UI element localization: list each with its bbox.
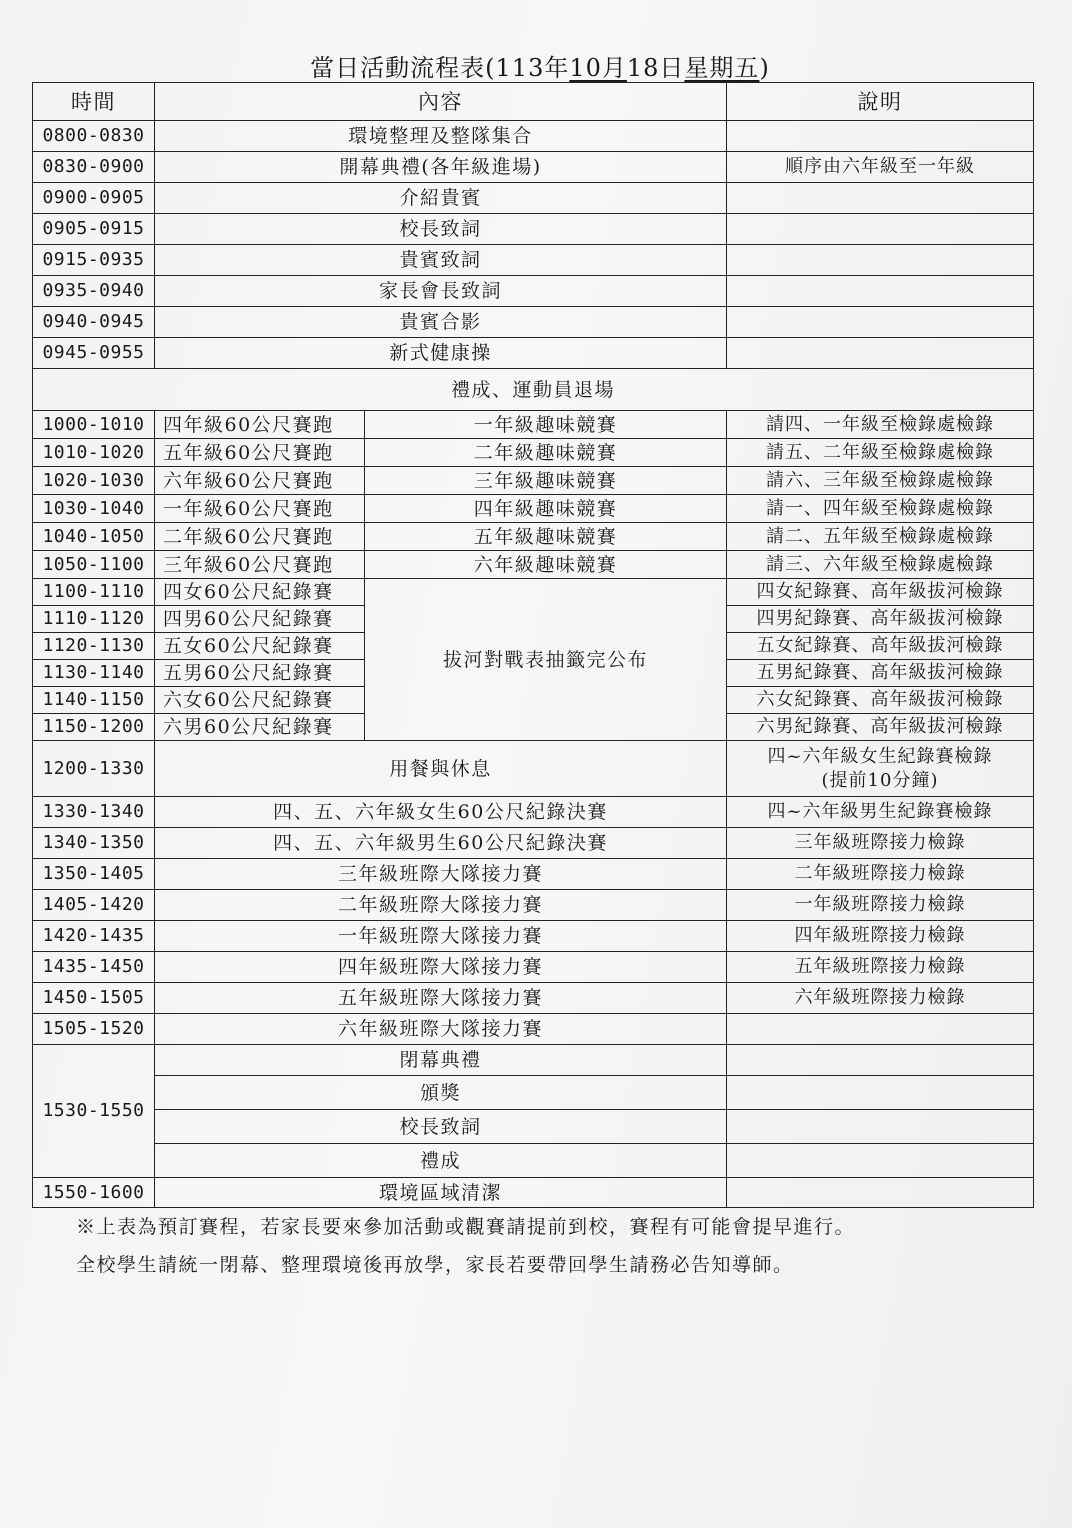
note-cell (727, 276, 1034, 307)
record-race-cell: 四男60公尺紀錄賽 (155, 606, 365, 633)
table-row (33, 467, 1034, 495)
time-cell: 0800-0830 (33, 121, 155, 152)
time-cell: 1405-1420 (33, 890, 155, 921)
race-cell: 三年級60公尺賽跑 (155, 551, 365, 579)
content-cell: 用餐與休息 (155, 741, 727, 797)
table-row (33, 121, 1034, 152)
table-row (33, 338, 1034, 369)
table-row (33, 797, 1034, 828)
note-cell: 四男紀錄賽、高年級拔河檢錄 (727, 606, 1034, 633)
header-time: 時間 (33, 83, 155, 121)
table-row (33, 245, 1034, 276)
lunch-row (33, 741, 1034, 797)
note-line: 四~六年級女生紀錄賽檢錄 (767, 745, 993, 767)
tug-of-war-cell: 拔河對戰表抽籤完公布 (365, 579, 727, 741)
time-cell: 1010-1020 (33, 439, 155, 467)
content-cell: 五年級班際大隊接力賽 (155, 983, 727, 1014)
note-cell (727, 183, 1034, 214)
table-row (33, 828, 1034, 859)
time-cell: 1435-1450 (33, 952, 155, 983)
athletes-exit-cell: 禮成、運動員退場 (33, 369, 1034, 411)
ceremony-row (33, 1110, 1034, 1144)
fun-game-cell: 五年級趣味競賽 (365, 523, 727, 551)
note-cell (727, 1144, 1034, 1178)
table-row (33, 551, 1034, 579)
table-row (33, 921, 1034, 952)
fun-game-cell: 六年級趣味競賽 (365, 551, 727, 579)
title-day: 18日 (626, 54, 685, 82)
table-row (33, 411, 1034, 439)
time-cell: 1120-1130 (33, 633, 155, 660)
content-cell: 一年級班際大隊接力賽 (155, 921, 727, 952)
record-race-cell: 四女60公尺紀錄賽 (155, 579, 365, 606)
record-race-cell: 六男60公尺紀錄賽 (155, 714, 365, 741)
table-row (33, 1014, 1034, 1045)
fun-game-cell: 一年級趣味競賽 (365, 411, 727, 439)
table-row (33, 952, 1034, 983)
note-cell (727, 1014, 1034, 1045)
content-cell: 四、五、六年級男生60公尺紀錄決賽 (155, 828, 727, 859)
time-cell: 1110-1120 (33, 606, 155, 633)
content-cell: 三年級班際大隊接力賽 (155, 859, 727, 890)
time-cell: 1330-1340 (33, 797, 155, 828)
ceremony-item: 禮成 (155, 1144, 727, 1178)
content-cell: 貴賓致詞 (155, 245, 727, 276)
footnote-dismissal: 全校學生請統一閉幕、整理環境後再放學，家長若要帶回學生請務必告知導師。 (76, 1254, 794, 1276)
schedule-table (32, 82, 1034, 1208)
note-cell (727, 1110, 1034, 1144)
table-row (33, 495, 1034, 523)
note-cell (727, 307, 1034, 338)
race-cell: 二年級60公尺賽跑 (155, 523, 365, 551)
content-cell: 貴賓合影 (155, 307, 727, 338)
time-cell: 0945-0955 (33, 338, 155, 369)
header-note: 說明 (727, 83, 1034, 121)
table-row (33, 276, 1034, 307)
note-cell: 四~六年級男生紀錄賽檢錄 (727, 797, 1034, 828)
note-cell: 請四、一年級至檢錄處檢錄 (727, 411, 1034, 439)
content-cell: 二年級班際大隊接力賽 (155, 890, 727, 921)
note-cell (727, 214, 1034, 245)
record-race-cell: 六女60公尺紀錄賽 (155, 687, 365, 714)
note-cell: 五年級班際接力檢錄 (727, 952, 1034, 983)
table-row (33, 439, 1034, 467)
note-cell (727, 338, 1034, 369)
title-prefix: 當日活動流程表(113年 (310, 54, 570, 82)
note-cell: 六年級班際接力檢錄 (727, 983, 1034, 1014)
note-cell: 請二、五年級至檢錄處檢錄 (727, 523, 1034, 551)
content-cell: 家長會長致詞 (155, 276, 727, 307)
time-cell: 1530-1550 (33, 1045, 155, 1178)
time-cell: 1020-1030 (33, 467, 155, 495)
note-cell: 六男紀錄賽、高年級拔河檢錄 (727, 714, 1034, 741)
ceremony-row (33, 1144, 1034, 1178)
time-cell: 1420-1435 (33, 921, 155, 952)
title-weekday: 星期五 (684, 54, 760, 82)
content-cell: 新式健康操 (155, 338, 727, 369)
time-cell: 1140-1150 (33, 687, 155, 714)
ceremony-row (33, 1045, 1034, 1076)
note-line: (提前10分鐘) (821, 769, 939, 791)
table-row (33, 579, 1034, 606)
header-row (33, 83, 1034, 121)
note-cell: 請三、六年級至檢錄處檢錄 (727, 551, 1034, 579)
fun-game-cell: 二年級趣味競賽 (365, 439, 727, 467)
content-cell: 開幕典禮(各年級進場) (155, 152, 727, 183)
record-race-cell: 五男60公尺紀錄賽 (155, 660, 365, 687)
note-cell (727, 245, 1034, 276)
content-cell: 四、五、六年級女生60公尺紀錄決賽 (155, 797, 727, 828)
time-cell: 1450-1505 (33, 983, 155, 1014)
table-row (33, 152, 1034, 183)
time-cell: 1340-1350 (33, 828, 155, 859)
note-cell (727, 1045, 1034, 1076)
note-cell: 二年級班際接力檢錄 (727, 859, 1034, 890)
note-cell: 請六、三年級至檢錄處檢錄 (727, 467, 1034, 495)
time-cell: 1100-1110 (33, 579, 155, 606)
footnote-schedule: ※上表為預訂賽程，若家長要來參加活動或觀賽請提前到校，賽程有可能會提早進行。 (76, 1216, 856, 1238)
race-cell: 五年級60公尺賽跑 (155, 439, 365, 467)
ceremony-item: 頒獎 (155, 1076, 727, 1110)
time-cell: 1200-1330 (33, 741, 155, 797)
note-cell: 三年級班際接力檢錄 (727, 828, 1034, 859)
page-title (160, 52, 920, 84)
table-row (33, 983, 1034, 1014)
time-cell: 0830-0900 (33, 152, 155, 183)
time-cell: 1050-1100 (33, 551, 155, 579)
table-row (33, 214, 1034, 245)
table-row (33, 307, 1034, 338)
time-cell: 1000-1010 (33, 411, 155, 439)
time-cell: 0940-0945 (33, 307, 155, 338)
note-cell (727, 121, 1034, 152)
ceremony-item: 閉幕典禮 (155, 1045, 727, 1076)
table-row (33, 859, 1034, 890)
time-cell: 1550-1600 (33, 1178, 155, 1208)
ceremony-row (33, 1076, 1034, 1110)
fun-game-cell: 四年級趣味競賽 (365, 495, 727, 523)
closing-ceremony-row (33, 369, 1034, 411)
table-row (33, 183, 1034, 214)
title-month: 10月 (569, 54, 627, 82)
note-cell (727, 1076, 1034, 1110)
content-cell: 環境整理及整隊集合 (155, 121, 727, 152)
note-cell (727, 1178, 1034, 1208)
content-cell: 環境區域清潔 (155, 1178, 727, 1208)
note-cell: 六女紀錄賽、高年級拔河檢錄 (727, 687, 1034, 714)
note-cell: 請一、四年級至檢錄處檢錄 (727, 495, 1034, 523)
time-cell: 1350-1405 (33, 859, 155, 890)
ceremony-item: 校長致詞 (155, 1110, 727, 1144)
note-cell: 五男紀錄賽、高年級拔河檢錄 (727, 660, 1034, 687)
note-cell: 順序由六年級至一年級 (727, 152, 1034, 183)
time-cell: 0905-0915 (33, 214, 155, 245)
race-cell: 六年級60公尺賽跑 (155, 467, 365, 495)
time-cell: 1030-1040 (33, 495, 155, 523)
note-cell (727, 741, 1034, 797)
note-cell: 五女紀錄賽、高年級拔河檢錄 (727, 633, 1034, 660)
content-cell: 六年級班際大隊接力賽 (155, 1014, 727, 1045)
time-cell: 1505-1520 (33, 1014, 155, 1045)
content-cell: 介紹貴賓 (155, 183, 727, 214)
time-cell: 0915-0935 (33, 245, 155, 276)
time-cell: 1150-1200 (33, 714, 155, 741)
race-cell: 四年級60公尺賽跑 (155, 411, 365, 439)
header-content: 內容 (155, 83, 727, 121)
time-cell: 1040-1050 (33, 523, 155, 551)
record-race-cell: 五女60公尺紀錄賽 (155, 633, 365, 660)
race-cell: 一年級60公尺賽跑 (155, 495, 365, 523)
time-cell: 0900-0905 (33, 183, 155, 214)
table-row (33, 1178, 1034, 1208)
title-suffix: ) (759, 54, 770, 82)
time-cell: 0935-0940 (33, 276, 155, 307)
table-row (33, 890, 1034, 921)
content-cell: 四年級班際大隊接力賽 (155, 952, 727, 983)
note-cell: 一年級班際接力檢錄 (727, 890, 1034, 921)
time-cell: 1130-1140 (33, 660, 155, 687)
note-cell: 四年級班際接力檢錄 (727, 921, 1034, 952)
note-cell: 四女紀錄賽、高年級拔河檢錄 (727, 579, 1034, 606)
content-cell: 校長致詞 (155, 214, 727, 245)
note-cell: 請五、二年級至檢錄處檢錄 (727, 439, 1034, 467)
table-row (33, 523, 1034, 551)
fun-game-cell: 三年級趣味競賽 (365, 467, 727, 495)
